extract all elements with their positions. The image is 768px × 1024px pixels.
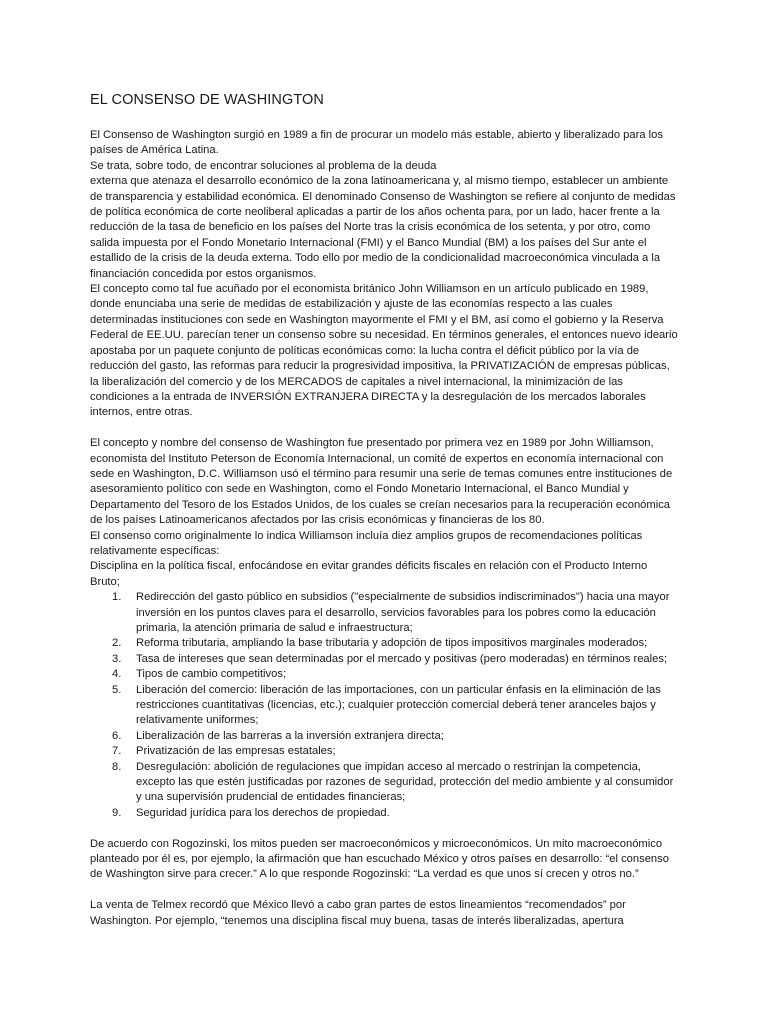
list-item-text: Liberalización de las barreras a la inversión extranjera directa; xyxy=(136,729,444,742)
list-item-number: 9. xyxy=(112,806,122,819)
list-item-text: Seguridad jurídica para los derechos de propiedad. xyxy=(136,806,390,819)
paragraph-spacer xyxy=(90,883,680,898)
list-item-number: 6. xyxy=(112,729,122,742)
list-item xyxy=(90,636,680,651)
paragraph-origin: El Consenso de Washington surgió en 1989 a fin de procurar un modelo más estable, abierto y liberalizado para los países de América Latina. xyxy=(90,129,663,157)
paragraph-spacer xyxy=(90,821,680,836)
list-item-text: Tasa de intereses que sean determinadas por el mercado y positivas (pero moderadas) en términos reales; xyxy=(136,652,668,665)
list-item-text: Liberación del comercio: liberación de las importaciones, con un particular énfasis en la eliminación de las restricciones cuantitativas (licencias, etc.); cualquier protección comercial deberá tener aranceles bajos y relativamente uniformes; xyxy=(136,683,661,727)
paragraph-telmex: La venta de Telmex recordó que México llevó a cabo gran partes de estos lineamientos “recomendados” por Washington. Por ejemplo, “tenemos una disciplina fiscal muy buena, tasas de interés liberalizadas, apertura xyxy=(90,899,626,927)
paragraph-ten-groups: El consenso como originalmente lo indica Williamson incluía diez amplios grupos de recomendaciones políticas relativamente específicas: xyxy=(90,529,643,557)
list-item-text: Redirección del gasto público en subsidios ("especialmente de subsidios indiscriminados") hacia una mayor inversión en los puntos claves para el desarrollo, servicios favorables para los pobres como la educación primaria, la atención primaria de salud e infraestructura; xyxy=(136,591,670,634)
paragraph-williamson-concept: El concepto como tal fue acuñado por el economista británico John Williamson en un artículo publicado en 1989, donde enunciaba una serie de medidas de estabilización y ajuste de las economías respecto a las cuales determinadas instituciones con sede en Washington mayormente el FMI y el BM, así como el gobierno y la Reserva Federal de EE.UU. parecían tener un consenso sobre su necesidad. En términos generales, el entonces nuevo ideario apostaba por un paquete conjunto de políticas económicas como: la lucha contra el déficit público por la vía de reducción del gasto, las reformas para reducir la progresividad impositiva, la PRIVATIZACIÓN de empresas públicas, la liberalización del comercio y de los MERCADOS de capitales a nivel internacional, la minimización de las condiciones a la entrada de INVERSIÓN EXTRANJERA DIRECTA y la desregulación de los mercados laborales internos, entre otras. xyxy=(90,283,678,419)
recommendations-list xyxy=(90,590,680,821)
list-item-text: Privatización de las empresas estatales; xyxy=(136,745,336,758)
list-item xyxy=(90,806,680,821)
list-item xyxy=(90,729,680,744)
paragraph-neoliberal-measures: externa que atenaza el desarrollo económico de la zona latinoamericana y, al mismo tiempo, establecer un ambiente de transparencia y estabilidad económica. El denominado Consenso de Washington se refiere al conjunto de medidas de política económica de corte neoliberal aplicadas a partir de los años ochenta para, por un lado, hacer frente a la reducción de la tasa de beneficio en los países del Norte tras la crisis económica de los setenta, y por otro, como salida impuesta por el Fondo Monetario Internacional (FMI) y el Banco Mundial (BM) a los países del Sur ante el estallido de la crisis de la deuda externa. Todo ello por medio de la condicionalidad macroeconómica vinculada a la financiación concedida por estos organismos. xyxy=(90,175,676,280)
list-item-number: 1. xyxy=(112,591,122,604)
document-title: EL CONSENSO DE WASHINGTON xyxy=(90,92,324,108)
paragraph-spacer xyxy=(90,421,680,436)
list-item-number: 4. xyxy=(112,668,122,681)
list-item xyxy=(90,667,680,682)
list-item-number: 2. xyxy=(112,637,122,650)
list-item xyxy=(90,590,680,636)
paragraph-rogozinski: De acuerdo con Rogozinski, los mitos pueden ser macroeconómicos y microeconómicos. Un mito macroeconómico planteado por él es, por ejemplo, la afirmación que han escuchado México y otros países en desarrollo: “el consenso de Washington sirve para crecer.” A lo que responde Rogozinski: “La verdad es que unos sí crecen y otros no.” xyxy=(90,837,669,881)
paragraph-fiscal-discipline: Disciplina en la política fiscal, enfocándose en evitar grandes déficits fiscales en relación con el Producto Interno Bruto; xyxy=(90,560,648,588)
list-item-number: 7. xyxy=(112,745,122,758)
list-item-text: Desregulación: abolición de regulaciones que impidan acceso al mercado o restrinjan la competencia, excepto las que estén justificadas por razones de seguridad, protección del medio ambiente y al consumidor y una supervisión prudencial de entidades financieras; xyxy=(136,760,674,804)
paragraph-concept-name: El concepto y nombre del consenso de Washington fue presentado por primera vez en 1989 por John Williamson, economista del Instituto Peterson de Economía Internacional, un comité de expertos en economía internacional con sede en Washington, D.C. Williamson usó el término para resumir una serie de temas comunes entre instituciones de asesoramiento político con sede en Washington, como el Fondo Monetario Internacional, el Banco Mundial y Departamento del Tesoro de los Estados Unidos, de los cuales se creían necesarios para la recuperación económica de los países Latinoamericanos afectados por las crisis económicas y financieras de los 80. xyxy=(90,437,673,527)
list-item xyxy=(90,744,680,759)
list-item xyxy=(90,652,680,667)
list-item-number: 5. xyxy=(112,683,122,696)
list-item-number: 8. xyxy=(112,760,122,773)
list-item-text: Tipos de cambio competitivos; xyxy=(136,668,287,681)
list-item-number: 3. xyxy=(112,652,122,665)
list-item xyxy=(90,683,680,729)
paragraph-debt-intro: Se trata, sobre todo, de encontrar soluciones al problema de la deuda xyxy=(90,159,437,172)
list-item xyxy=(90,760,680,806)
document-page xyxy=(90,92,680,929)
list-item-text: Reforma tributaria, ampliando la base tributaria y adopción de tipos impositivos marginales moderados; xyxy=(136,637,648,650)
